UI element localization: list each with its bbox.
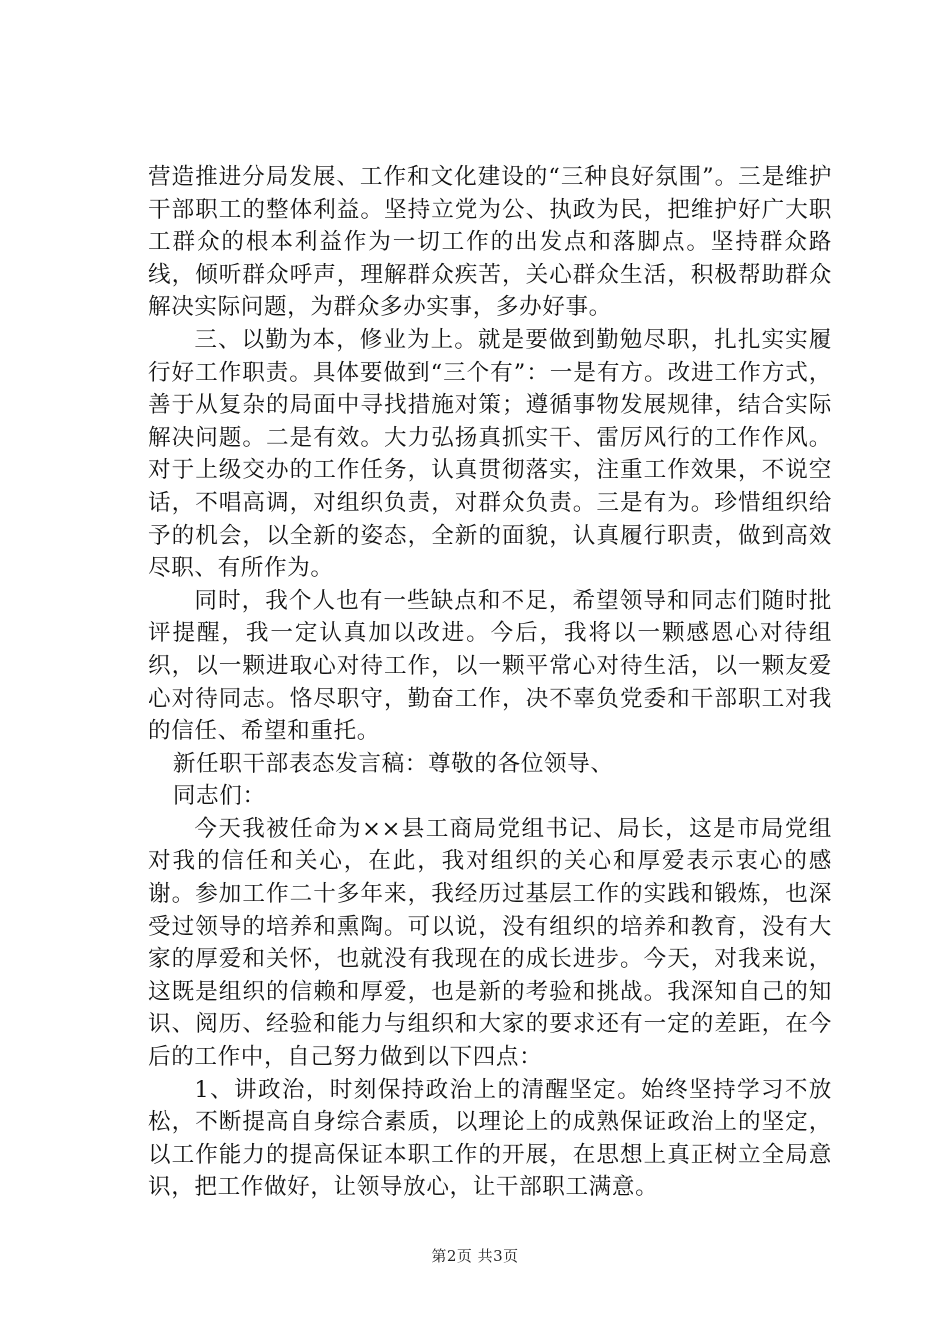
paragraph-section-three: 三、以勤为本，修业为上。就是要做到勤勉尽职，扎扎实实履行好工作职责。具体要做到“三个有”：一是有方。改进工作方式，善于从复杂的局面中寻找措施对策；遵循事物发展规律，结合实际解决问题。二是有效。大力弘扬真抓实干、雷厉风行的工作作风。对于上级交办的工作任务，认真贯彻落实，注重工作效果，不说空话，不唱高调，对组织负责，对群众负责。三是有为。珍惜组织给予的机会，以全新的姿态，全新的面貌，认真履行职责，做到高效尽职、有所作为。 [148,326,832,582]
speech-salutation: 同志们： [172,783,266,810]
paragraph-continuation: 营造推进分局发展、工作和文化建设的“三种良好氛围”。三是维护干部职工的整体利益。坚持立党为公、执政为民，把维护好广大职工群众的根本利益作为一切工作的出发点和落脚点。坚持群众路线，倾听群众呼声，理解群众疾苦，关心群众生活，积极帮助群众解决实际问题，为群众多办实事，多办好事。 [148,164,832,321]
speech-title-line: 新任职干部表态发言稿：尊敬的各位领导、 [172,750,614,777]
page-number-footer: 第2页 共3页 [431,1247,519,1265]
paragraph-appointment: 今天我被任命为××县工商局党组书记、局长，这是市局党组对我的信任和关心，在此，我对组织的关心和厚爱表示衷心的感谢。参加工作二十多年来，我经历过基层工作的实践和锻炼，也深受过领导的培养和熏陶。可以说，没有组织的培养和教育，没有大家的厚爱和关怀，也就没有我现在的成长进步。今天，对我来说，这既是组织的信赖和厚爱，也是新的考验和挑战。我深知自己的知识、阅历、经验和能力与组织和大家的要求还有一定的差距，在今后的工作中，自己努力做到以下四点： [148,815,832,1071]
paragraph-point-one: 1、讲政治，时刻保持政治上的清醒坚定。始终坚持学习不放松，不断提高自身综合素质，以理论上的成熟保证政治上的坚定，以工作能力的提高保证本职工作的开展，在思想上真正树立全局意识，把工作做好，让领导放心，让干部职工满意。 [148,1076,832,1201]
paragraph-shortcomings: 同时，我个人也有一些缺点和不足，希望领导和同志们随时批评提醒，我一定认真加以改进。今后，我将以一颗感恩心对待组织，以一颗进取心对待工作，以一颗平常心对待生活，以一颗友爱心对待同志。恪尽职守，勤奋工作，决不辜负党委和干部职工对我的信任、希望和重托。 [148,587,832,745]
document-body [148,161,832,1204]
